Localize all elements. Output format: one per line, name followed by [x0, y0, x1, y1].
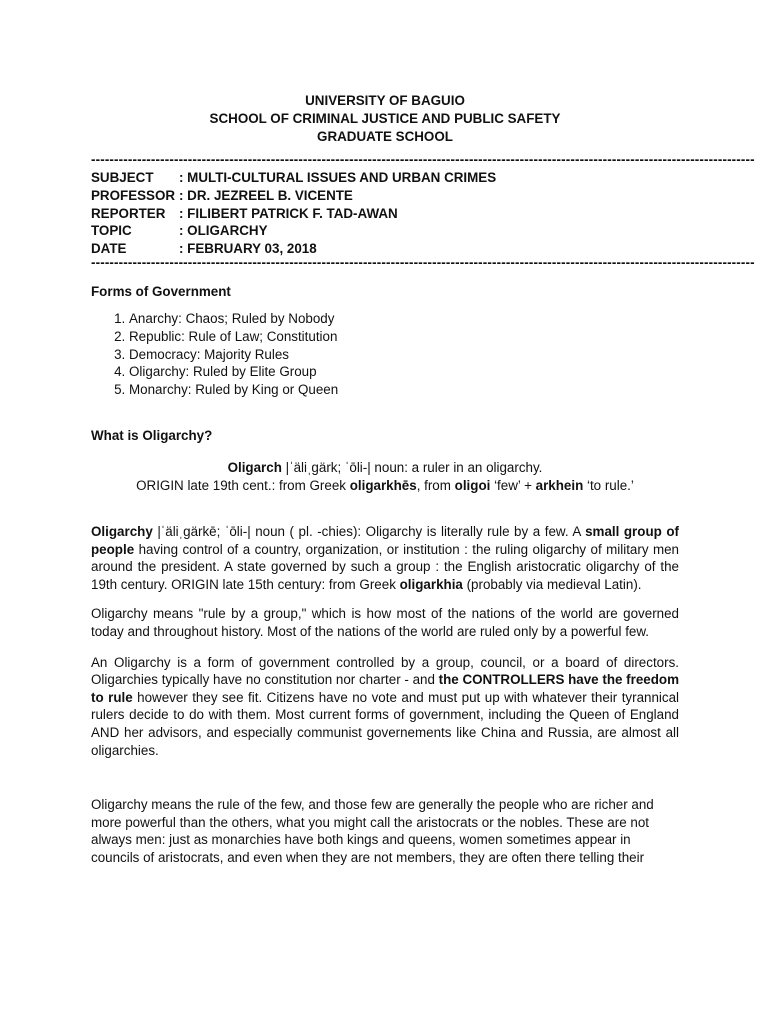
list-item: 2. Republic: Rule of Law; Constitution [129, 328, 679, 346]
meta-value: : MULTI-CULTURAL ISSUES AND URBAN CRIMES [179, 170, 497, 185]
meta-row-subject [91, 169, 679, 187]
text-run: ORIGIN late 19th cent.: from Greek [136, 477, 350, 493]
list-item: 1. Anarchy: Chaos; Ruled by Nobody [129, 310, 679, 328]
emphasis: small group of people [91, 523, 679, 557]
text-run: ‘to rule.’ [583, 477, 634, 493]
meta-key: TOPIC [91, 223, 132, 239]
what-heading: What is Oligarchy? [91, 427, 213, 443]
meta-row-reporter [91, 205, 679, 223]
term: Oligarchy [91, 523, 153, 539]
term: oligoi [454, 477, 491, 493]
text-run: having control of a country, organization, or institution : the ruling oligarchy of military men around the president. A state governed by such a group : the English aristocratic oligarchy of the 19th century. ORIGIN late 15th century: from Greek [91, 541, 679, 592]
definition-text: |ˈäliˌgärk; ˈōli-| noun: a ruler in an oligarchy. [281, 459, 543, 475]
forms-heading: Forms of Government [91, 283, 231, 299]
definition-line [91, 459, 679, 477]
school-name: SCHOOL OF CRIMINAL JUSTICE AND PUBLIC SAFETY [209, 111, 561, 126]
term: oligarkhēs [349, 477, 417, 493]
document-header [91, 92, 679, 146]
term: arkhein [535, 477, 584, 493]
divider-top: ------------------------------------------------------------------------------------------------------------------------------------------------ [91, 152, 755, 167]
graduate-school-label: GRADUATE SCHOOL [317, 129, 453, 144]
forms-list [91, 310, 679, 399]
text-run: however they see fit. Citizens have no vote and must put up with whatever their tyrannical rulers decide to do with them. Most current forms of government, including the Queen of England AND her advisors, and especially communist governements like China and Russia, are almost all oligarchies. [91, 689, 679, 758]
meta-key: DATE [91, 241, 127, 257]
meta-key: PROFESSOR [91, 187, 176, 203]
list-item: 5. Monarchy: Ruled by King or Queen [129, 381, 679, 399]
text-run: ‘few’ + [490, 477, 536, 493]
paragraph-rule-of-few: Oligarchy means the rule of the few, and those few are generally the people who are richer and more powerful than the others, what you might call the aristocrats or the nobles. These are not always men: just as monarchies have both kings and queens, women sometimes appear in councils of aristocrats, and even when they are not members, they are often there telling their [91, 797, 654, 865]
meta-row-topic [91, 222, 679, 240]
paragraph-form-of-government [91, 654, 679, 760]
term: oligarkhia [399, 576, 463, 592]
meta-value: : OLIGARCHY [179, 223, 268, 239]
origin-line [91, 477, 679, 495]
paragraph-oligarchy-definition [91, 523, 679, 593]
text-run: |ˈäliˌgärkē; ˈōli-| noun ( pl. -chies): Oligarchy is literally rule by a few. A [152, 523, 586, 539]
text-run: An Oligarchy is a form of government controlled by a group, council, or a board of directors. Oligarchies typically have no constitution nor charter - and [91, 654, 679, 688]
oligarch-definition [91, 459, 679, 495]
list-item: 4. Oligarchy: Ruled by Elite Group [129, 363, 679, 381]
meta-value: : FILIBERT PATRICK F. TAD-AWAN [179, 205, 398, 221]
meta-value: : DR. JEZREEL B. VICENTE [179, 187, 353, 203]
divider-bottom: ------------------------------------------------------------------------------------------------------------------------------------------------ [91, 254, 755, 270]
emphasis: the CONTROLLERS have the freedom to rule [91, 672, 679, 705]
meta-value: : FEBRUARY 03, 2018 [179, 241, 317, 257]
report-meta [91, 169, 679, 258]
term: Oligarch [227, 459, 282, 475]
university-name: UNIVERSITY OF BAGUIO [305, 93, 465, 108]
paragraph-rule-by-group: Oligarchy means "rule by a group," which is how most of the nations of the world are governed today and throughout history. Most of the nations of the world are ruled only by a powerful few. [91, 606, 679, 639]
text-run: , from [416, 477, 455, 493]
meta-row-professor [91, 187, 679, 205]
text-run: (probably via medieval Latin). [462, 576, 642, 592]
document-page [91, 92, 755, 866]
meta-key: SUBJECT [91, 170, 154, 185]
meta-key: REPORTER [91, 205, 166, 221]
list-item: 3. Democracy: Majority Rules [129, 346, 679, 364]
